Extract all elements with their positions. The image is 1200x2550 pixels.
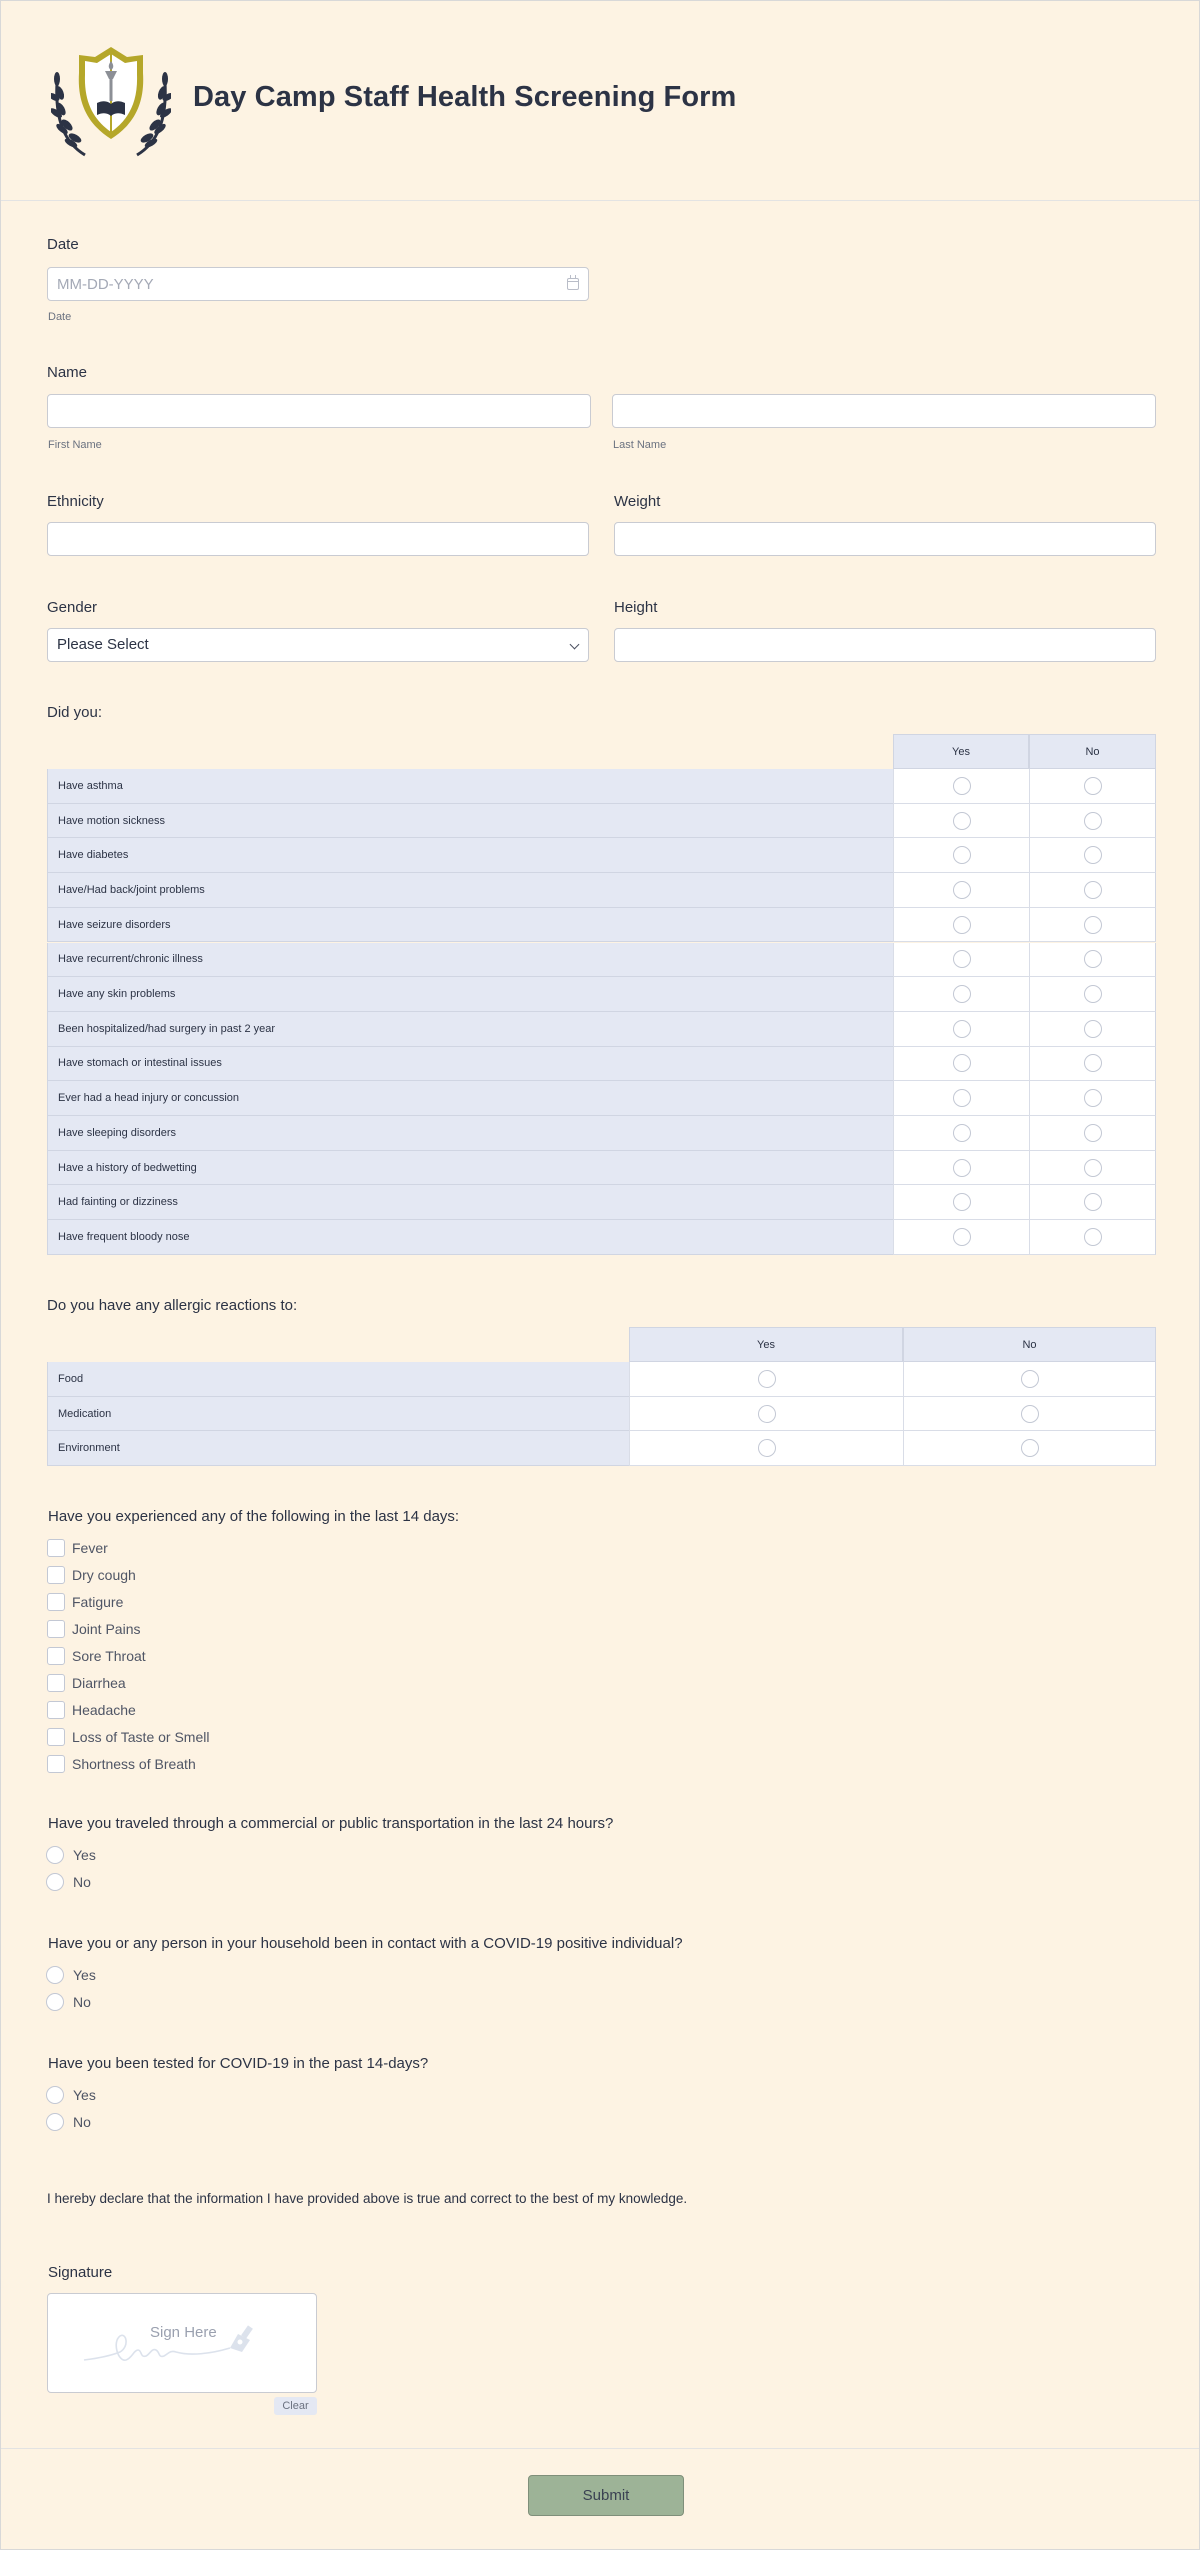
radio-option-label: Yes — [73, 1967, 96, 1983]
matrix-cell — [1029, 873, 1156, 908]
matrix-row-label: Have asthma — [47, 769, 893, 804]
radio-button[interactable] — [46, 1993, 64, 2011]
matrix-cell — [893, 804, 1029, 839]
matrix-cell — [893, 1081, 1029, 1116]
date-label: Date — [47, 236, 79, 253]
matrix-cell — [893, 873, 1029, 908]
matrix-cell — [1029, 1220, 1156, 1255]
checkbox[interactable] — [47, 1647, 65, 1665]
symptom-label: Shortness of Breath — [72, 1756, 196, 1772]
radio-option-yes[interactable] — [46, 1965, 96, 1985]
gender-label: Gender — [47, 599, 98, 616]
symptom-label: Fatigure — [72, 1594, 124, 1610]
symptom-label: Loss of Taste or Smell — [72, 1729, 210, 1745]
radio-no[interactable] — [1084, 1228, 1102, 1246]
matrix-cell — [893, 838, 1029, 873]
matrix-row-label: Have diabetes — [47, 838, 893, 873]
matrix-cell — [893, 943, 1029, 978]
symptom-option[interactable] — [47, 1754, 196, 1774]
symptom-label: Sore Throat — [72, 1648, 146, 1664]
question-title: Have you traveled through a commercial or public transportation in the last 24 hours? — [48, 1815, 614, 1832]
date-sublabel: Date — [48, 311, 72, 323]
allergies-title: Do you have any allergic reactions to: — [47, 1297, 298, 1314]
submit-button[interactable]: Submit — [528, 2475, 684, 2516]
matrix-row-label: Have recurrent/chronic illness — [47, 943, 893, 978]
radio-option-label: Yes — [73, 1847, 96, 1863]
date-input[interactable] — [47, 267, 589, 301]
radio-no[interactable] — [1084, 1159, 1102, 1177]
radio-yes[interactable] — [953, 1020, 971, 1038]
matrix-cell — [903, 1431, 1156, 1466]
weight-label: Weight — [614, 493, 661, 510]
matrix-cell — [893, 1116, 1029, 1151]
checkbox[interactable] — [47, 1593, 65, 1611]
height-label: Height — [614, 599, 658, 616]
matrix-row-label: Have/Had back/joint problems — [47, 873, 893, 908]
symptoms-title: Have you experienced any of the following in the last 14 days: — [48, 1508, 460, 1525]
signature-placeholder: Sign Here — [150, 2324, 217, 2341]
ethnicity-input[interactable] — [47, 522, 589, 556]
radio-option-label: No — [73, 1994, 91, 2010]
radio-option-label: No — [73, 1874, 91, 1890]
matrix-column-header: No — [903, 1327, 1156, 1362]
matrix-column-header: Yes — [629, 1327, 903, 1362]
radio-no[interactable] — [1021, 1439, 1039, 1457]
form-header — [1, 1, 1199, 201]
symptom-option[interactable] — [47, 1538, 108, 1558]
radio-no[interactable] — [1021, 1370, 1039, 1388]
matrix-cell — [629, 1431, 903, 1466]
first-name-sublabel: First Name — [48, 439, 102, 451]
radio-yes[interactable] — [758, 1405, 776, 1423]
first-name-input[interactable] — [47, 394, 591, 428]
radio-yes[interactable] — [953, 777, 971, 795]
matrix-row-label: Have any skin problems — [47, 977, 893, 1012]
radio-option-yes[interactable] — [46, 2085, 96, 2105]
matrix-cell — [893, 1012, 1029, 1047]
matrix-cell — [1029, 769, 1156, 804]
ethnicity-label: Ethnicity — [47, 493, 104, 510]
radio-yes[interactable] — [953, 950, 971, 968]
last-name-input[interactable] — [612, 394, 1156, 428]
radio-button[interactable] — [46, 1873, 64, 1891]
radio-yes[interactable] — [953, 846, 971, 864]
matrix-row-label: Food — [47, 1362, 629, 1397]
symptom-label: Headache — [72, 1702, 136, 1718]
matrix-row-label: Been hospitalized/had surgery in past 2 year — [47, 1012, 893, 1047]
radio-option-no[interactable] — [46, 2112, 91, 2132]
question-title: Have you been tested for COVID-19 in the past 14-days? — [48, 2055, 429, 2072]
matrix-cell — [893, 1151, 1029, 1186]
matrix-cell — [1029, 1185, 1156, 1220]
radio-no[interactable] — [1084, 777, 1102, 795]
radio-no[interactable] — [1084, 985, 1102, 1003]
matrix-cell — [1029, 1012, 1156, 1047]
matrix-column-header: No — [1029, 734, 1156, 769]
matrix-row-label: Have motion sickness — [47, 804, 893, 839]
matrix-row-label: Have seizure disorders — [47, 908, 893, 943]
radio-yes[interactable] — [953, 916, 971, 934]
matrix-column-header: Yes — [893, 734, 1029, 769]
checkbox[interactable] — [47, 1728, 65, 1746]
matrix-row-label: Ever had a head injury or concussion — [47, 1081, 893, 1116]
radio-button[interactable] — [46, 1846, 64, 1864]
matrix-cell — [903, 1397, 1156, 1432]
weight-input[interactable] — [614, 522, 1156, 556]
form-title: Day Camp Staff Health Screening Form — [193, 81, 737, 113]
radio-yes[interactable] — [953, 881, 971, 899]
symptom-label: Fever — [72, 1540, 108, 1556]
symptom-option[interactable] — [47, 1619, 140, 1639]
gender-select[interactable] — [47, 628, 589, 662]
radio-no[interactable] — [1084, 916, 1102, 934]
radio-no[interactable] — [1084, 812, 1102, 830]
last-name-sublabel: Last Name — [613, 439, 667, 451]
gender-selected-value: Please Select — [57, 636, 149, 653]
checkbox[interactable] — [47, 1674, 65, 1692]
did-you-title: Did you: — [47, 704, 103, 721]
checkbox[interactable] — [47, 1701, 65, 1719]
signature-pen-icon — [80, 2324, 295, 2376]
radio-no[interactable] — [1084, 1124, 1102, 1142]
radio-no[interactable] — [1084, 1020, 1102, 1038]
radio-button[interactable] — [46, 1966, 64, 1984]
matrix-cell — [893, 1047, 1029, 1082]
matrix-cell — [629, 1362, 903, 1397]
symptom-option[interactable] — [47, 1646, 146, 1666]
radio-no[interactable] — [1084, 846, 1102, 864]
radio-button[interactable] — [46, 2086, 64, 2104]
symptom-option[interactable] — [47, 1673, 126, 1693]
height-input[interactable] — [614, 628, 1156, 662]
symptom-label: Dry cough — [72, 1567, 136, 1583]
clear-signature-button[interactable]: Clear — [274, 2397, 317, 2415]
matrix-row-label: Have stomach or intestinal issues — [47, 1047, 893, 1082]
symptom-option[interactable] — [47, 1592, 123, 1612]
symptom-label: Diarrhea — [72, 1675, 126, 1691]
checkbox[interactable] — [47, 1620, 65, 1638]
radio-yes[interactable] — [953, 1159, 971, 1177]
matrix-row-label: Have frequent bloody nose — [47, 1220, 893, 1255]
checkbox[interactable] — [47, 1566, 65, 1584]
symptom-option[interactable] — [47, 1700, 136, 1720]
matrix-row-label: Environment — [47, 1431, 629, 1466]
radio-yes[interactable] — [953, 985, 971, 1003]
matrix-cell — [1029, 943, 1156, 978]
checkbox[interactable] — [47, 1755, 65, 1773]
matrix-cell — [893, 977, 1029, 1012]
radio-yes[interactable] — [953, 1054, 971, 1072]
radio-no[interactable] — [1084, 950, 1102, 968]
symptom-option[interactable] — [47, 1565, 136, 1585]
laurel-shield-crest-icon — [51, 43, 171, 159]
radio-no[interactable] — [1021, 1405, 1039, 1423]
matrix-cell — [1029, 977, 1156, 1012]
matrix-cell — [1029, 1116, 1156, 1151]
matrix-row-label: Have sleeping disorders — [47, 1116, 893, 1151]
radio-yes[interactable] — [953, 1228, 971, 1246]
matrix-cell — [893, 1185, 1029, 1220]
matrix-cell — [1029, 1151, 1156, 1186]
radio-yes[interactable] — [758, 1370, 776, 1388]
radio-no[interactable] — [1084, 881, 1102, 899]
chevron-down-icon — [570, 640, 580, 650]
matrix-row-label: Had fainting or dizziness — [47, 1185, 893, 1220]
name-label: Name — [47, 364, 88, 381]
radio-no[interactable] — [1084, 1054, 1102, 1072]
checkbox[interactable] — [47, 1539, 65, 1557]
radio-option-no[interactable] — [46, 1992, 91, 2012]
radio-yes[interactable] — [758, 1439, 776, 1457]
matrix-cell — [1029, 804, 1156, 839]
radio-option-yes[interactable] — [46, 1845, 96, 1865]
radio-no[interactable] — [1084, 1089, 1102, 1107]
radio-yes[interactable] — [953, 812, 971, 830]
radio-option-label: No — [73, 2114, 91, 2130]
radio-option-label: Yes — [73, 2087, 96, 2103]
matrix-cell — [1029, 908, 1156, 943]
matrix-cell — [893, 908, 1029, 943]
footer-divider — [1, 2448, 1199, 2449]
question-title: Have you or any person in your household been in contact with a COVID-19 positive individual? — [48, 1935, 683, 1952]
radio-option-no[interactable] — [46, 1872, 91, 1892]
symptom-option[interactable] — [47, 1727, 209, 1747]
matrix-cell — [903, 1362, 1156, 1397]
radio-no[interactable] — [1084, 1193, 1102, 1211]
radio-button[interactable] — [46, 2113, 64, 2131]
matrix-row-label: Have a history of bedwetting — [47, 1151, 893, 1186]
matrix-cell — [1029, 838, 1156, 873]
signature-label: Signature — [48, 2264, 113, 2281]
matrix-cell — [1029, 1081, 1156, 1116]
symptom-label: Joint Pains — [72, 1621, 141, 1637]
matrix-cell — [893, 769, 1029, 804]
matrix-cell — [893, 1220, 1029, 1255]
matrix-cell — [629, 1397, 903, 1432]
radio-yes[interactable] — [953, 1089, 971, 1107]
radio-yes[interactable] — [953, 1193, 971, 1211]
matrix-row-label: Medication — [47, 1397, 629, 1432]
signature-pad[interactable] — [47, 2293, 317, 2393]
declaration-text: I hereby declare that the information I have provided above is true and correct to the best of my knowledge. — [47, 2191, 688, 2206]
calendar-icon[interactable] — [567, 278, 579, 290]
radio-yes[interactable] — [953, 1124, 971, 1142]
matrix-cell — [1029, 1047, 1156, 1082]
